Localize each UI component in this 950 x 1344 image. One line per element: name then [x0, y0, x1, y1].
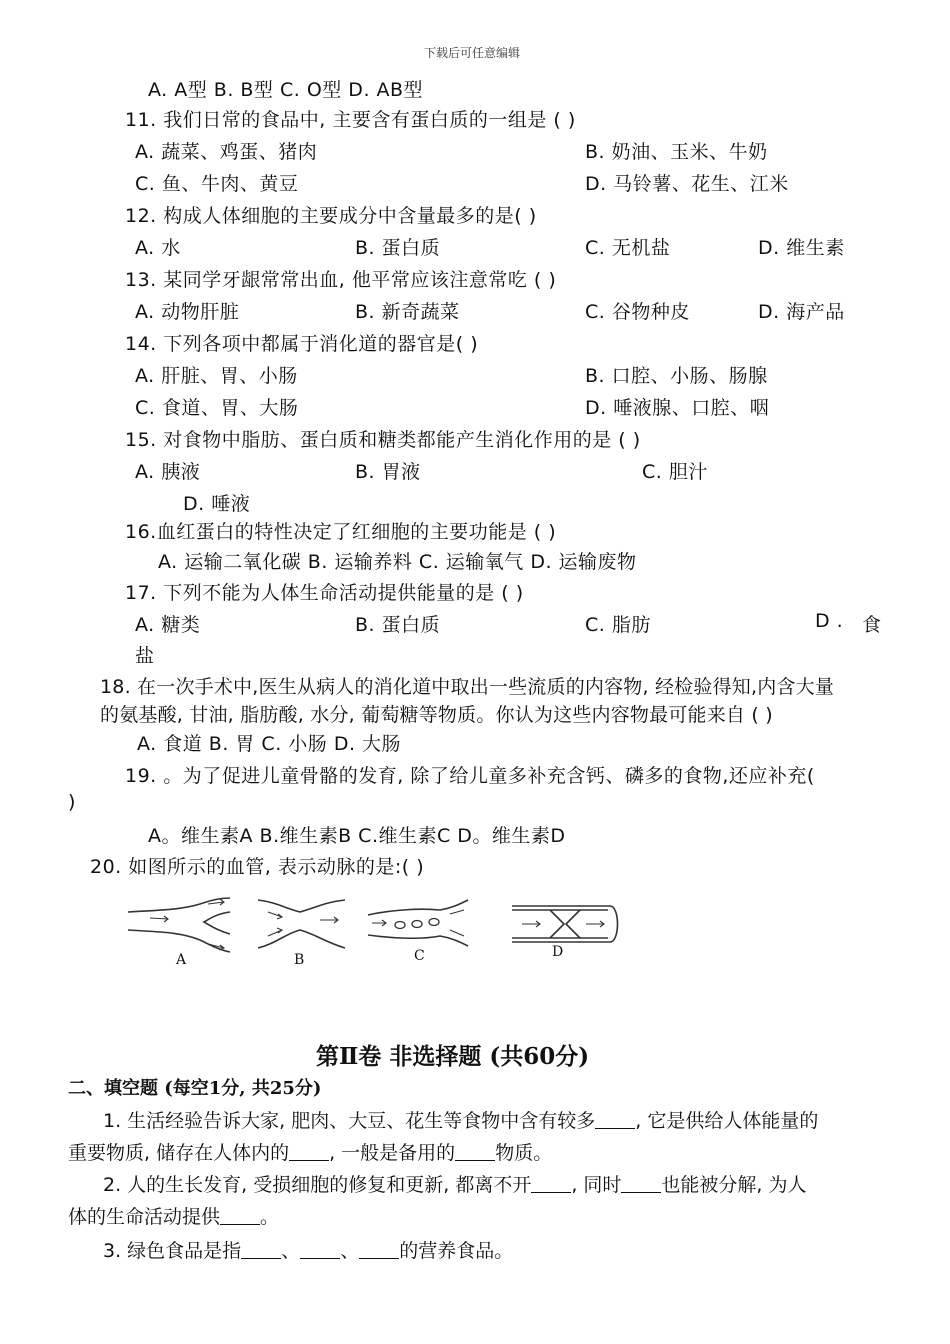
fill-q1-text-a: 1. 生活经验告诉大家, 肥肉、大豆、花生等食物中含有较多	[103, 1110, 596, 1132]
q11-stem: 11. 我们日常的食品中, 主要含有蛋白质的一组是 ( )	[125, 109, 576, 131]
q11-option-d: D. 马铃薯、花生、江米	[585, 173, 789, 195]
q19-line1: 19. 。为了促进儿童骨骼的发育, 除了给儿童多补充含钙、磷多的食物,还应补充(	[125, 765, 815, 787]
fill-q3-text-a: 3. 绿色食品是指	[103, 1240, 242, 1262]
fill-q2-text-c: 也能被分解, 为人	[661, 1174, 807, 1196]
fill-q1-text-e: 物质。	[495, 1142, 553, 1164]
q15-stem: 15. 对食物中脂肪、蛋白质和糖类都能产生消化作用的是 ( )	[125, 429, 641, 451]
q15-option-b: B. 胃液	[355, 461, 421, 483]
vessel-label-a: A	[176, 952, 187, 968]
q17-option-d-label: D .	[815, 610, 844, 632]
fill-q1-blank-1[interactable]	[595, 1110, 635, 1129]
fill-q1-blank-2[interactable]	[289, 1142, 329, 1161]
blood-vessel-figure	[120, 890, 630, 975]
section2-title: 二、填空题 (每空1分, 共25分)	[68, 1078, 322, 1099]
vessel-c-diagram	[368, 900, 468, 946]
fill-q2-text-b: , 同时	[571, 1174, 622, 1196]
fill-q1-line1	[103, 1106, 818, 1133]
fill-q2-blank-2[interactable]	[621, 1174, 661, 1193]
fill-q2-line1	[103, 1170, 807, 1197]
fill-q1-text-c: 重要物质, 储存在人体内的	[68, 1142, 290, 1164]
vessel-b-diagram	[258, 900, 345, 948]
q15-option-d: D. 唾液	[183, 493, 251, 515]
q11-option-c: C. 鱼、牛肉、黄豆	[135, 173, 299, 195]
q14-option-a: A. 肝脏、胃、小肠	[135, 365, 298, 387]
vessel-label-d: D	[552, 944, 564, 960]
q13-option-d: D. 海产品	[758, 301, 845, 323]
fill-q2-blank-3[interactable]	[220, 1206, 260, 1225]
q12-option-d: D. 维生素	[758, 237, 845, 259]
q11-option-a: A. 蔬菜、鸡蛋、猪肉	[135, 141, 318, 163]
q20-stem: 20. 如图所示的血管, 表示动脉的是:( )	[90, 856, 425, 878]
q17-option-d-text: 食	[862, 614, 882, 636]
fill-q3-blank-3[interactable]	[359, 1240, 399, 1259]
vessel-label-c: C	[414, 948, 425, 964]
q15-option-a: A. 胰液	[135, 461, 201, 483]
fill-q3-text-d: 的营养食品。	[399, 1240, 514, 1262]
q14-option-d: D. 唾液腺、口腔、咽	[585, 397, 770, 419]
fill-q3-text-b: 、	[281, 1240, 301, 1262]
q14-option-c: C. 食道、胃、大肠	[135, 397, 299, 419]
page-header: 下载后可任意编辑	[424, 46, 521, 60]
q18-line2: 的氨基酸, 甘油, 脂肪酸, 水分, 葡萄糖等物质。你认为这些内容物最可能来自 ( )	[100, 704, 773, 726]
q14-stem: 14. 下列各项中都属于消化道的器官是( )	[125, 333, 479, 355]
fill-q3-text-c: 、	[340, 1240, 360, 1262]
q18-options: A. 食道 B. 胃 C. 小肠 D. 大肠	[137, 733, 402, 755]
q12-option-a: A. 水	[135, 237, 181, 259]
vessel-d-diagram	[512, 906, 618, 942]
q13-stem: 13. 某同学牙龈常常出血, 他平常应该注意常吃 ( )	[125, 269, 557, 291]
fill-q2-line2	[68, 1202, 279, 1229]
fill-q2-blank-1[interactable]	[531, 1174, 571, 1193]
q13-option-b: B. 新奇蔬菜	[355, 301, 460, 323]
fill-q1-line2	[68, 1138, 552, 1165]
q10-options: A. A型 B. B型 C. O型 D. AB型	[148, 79, 424, 101]
q11-option-b: B. 奶油、玉米、牛奶	[585, 141, 768, 163]
q17-option-b: B. 蛋白质	[355, 614, 441, 636]
fill-q2-text-e: 。	[260, 1206, 280, 1228]
q19-line2: )	[68, 791, 76, 813]
q18-line1: 18. 在一次手术中,医生从病人的消化道中取出一些流质的内容物, 经检验得知,内含大量	[100, 676, 835, 698]
q17-option-c: C. 脂肪	[585, 614, 651, 636]
q17-option-d-text-cont: 盐	[135, 645, 155, 667]
q17-stem: 17. 下列不能为人体生命活动提供能量的是 ( )	[125, 582, 524, 604]
q17-option-a: A. 糖类	[135, 614, 201, 636]
vessel-a-diagram	[128, 898, 230, 952]
fill-q3-line1	[103, 1236, 513, 1263]
q16-options: A. 运输二氧化碳 B. 运输养料 C. 运输氧气 D. 运输废物	[158, 551, 637, 573]
q12-stem: 12. 构成人体细胞的主要成分中含量最多的是( )	[125, 205, 537, 227]
part2-title: 第Ⅱ卷 非选择题 (共60分)	[316, 1043, 590, 1070]
fill-q1-blank-3[interactable]	[455, 1142, 495, 1161]
fill-q1-text-d: , 一般是备用的	[329, 1142, 456, 1164]
vessel-label-b: B	[294, 952, 305, 968]
q12-option-b: B. 蛋白质	[355, 237, 441, 259]
fill-q2-text-a: 2. 人的生长发育, 受损细胞的修复和更新, 都离不开	[103, 1174, 532, 1196]
q13-option-c: C. 谷物种皮	[585, 301, 690, 323]
fill-q3-blank-1[interactable]	[241, 1240, 281, 1259]
q19-options: A。维生素A B.维生素B C.维生素C D。维生素D	[148, 825, 566, 847]
q12-option-c: C. 无机盐	[585, 237, 671, 259]
q14-option-b: B. 口腔、小肠、肠腺	[585, 365, 768, 387]
fill-q3-blank-2[interactable]	[300, 1240, 340, 1259]
fill-q2-text-d: 体的生命活动提供	[68, 1206, 221, 1228]
q13-option-a: A. 动物肝脏	[135, 301, 240, 323]
fill-q1-text-b: , 它是供给人体能量的	[635, 1110, 819, 1132]
q16-stem: 16.血红蛋白的特性决定了红细胞的主要功能是 ( )	[125, 521, 557, 543]
q15-option-c: C. 胆汁	[642, 461, 708, 483]
